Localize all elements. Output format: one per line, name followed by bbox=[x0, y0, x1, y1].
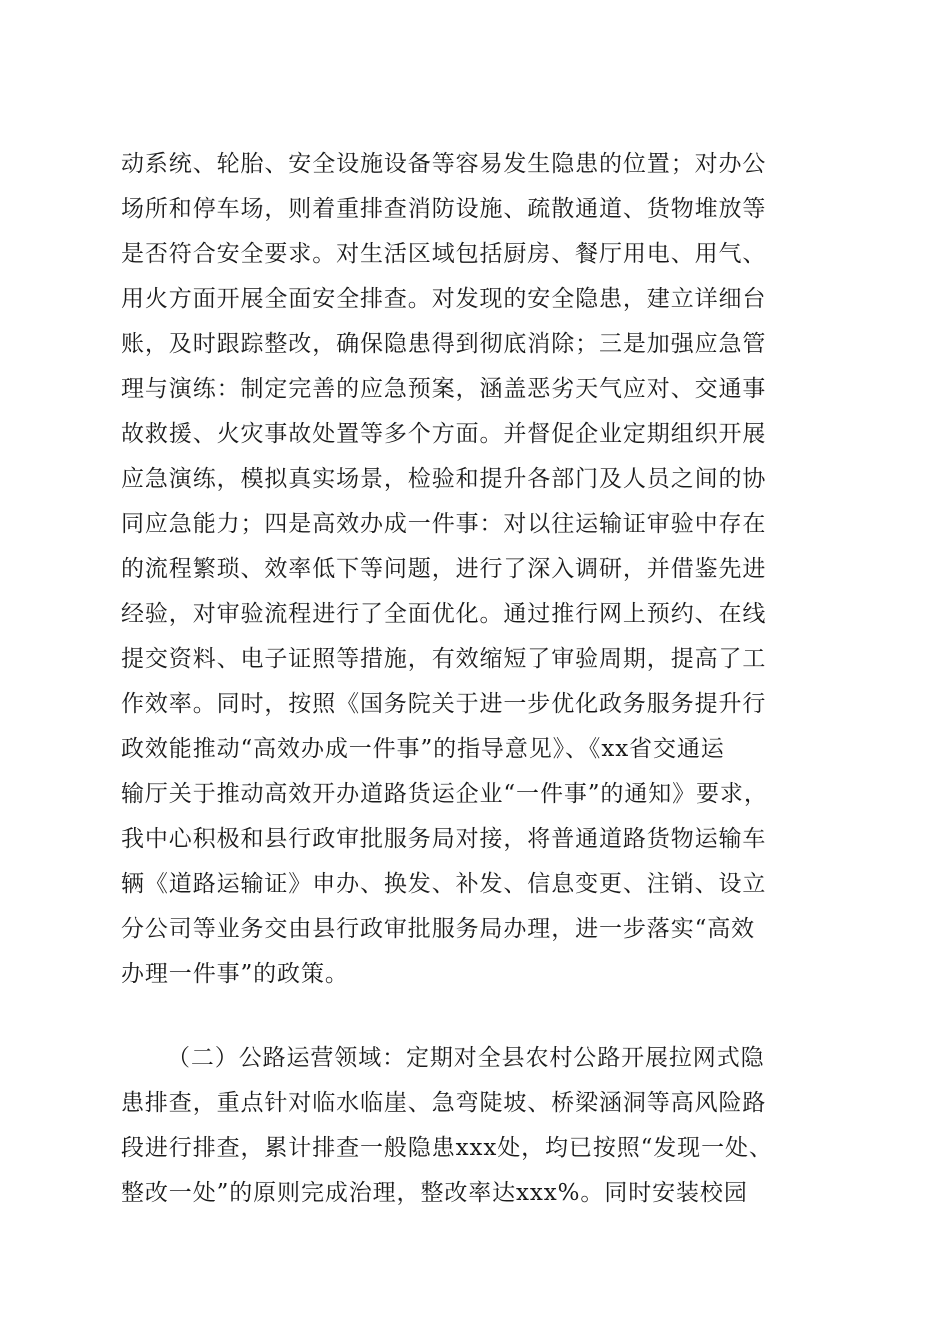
paragraph-line: 的流程繁琐、效率低下等问题，进行了深入调研，并借鉴先进 bbox=[121, 556, 767, 582]
paragraph-line: 场所和停车场，则着重排查消防设施、疏散通道、货物堆放等 bbox=[121, 196, 767, 222]
paragraph-line: 提交资料、电子证照等措施，有效缩短了审验周期，提高了工 bbox=[121, 646, 767, 672]
paragraph-line: 办理一件事”的政策。 bbox=[121, 961, 349, 987]
paragraph-line: 辆《道路运输证》申办、换发、补发、信息变更、注销、设立 bbox=[121, 871, 767, 897]
paragraph-line: 段进行排查，累计排查一般隐患xxx处，均已按照“发现一处、 bbox=[121, 1135, 773, 1161]
paragraph-line: 账，及时跟踪整改，确保隐患得到彻底消除；三是加强应急管 bbox=[121, 331, 767, 357]
paragraph-line: 患排查，重点针对临水临崖、急弯陡坡、桥梁涵洞等高风险路 bbox=[121, 1090, 767, 1116]
paragraph-line: 应急演练，模拟真实场景，检验和提升各部门及人员之间的协 bbox=[121, 466, 767, 492]
paragraph-line: 用火方面开展全面安全排查。对发现的安全隐患，建立详细台 bbox=[121, 286, 767, 312]
paragraph-line: 是否符合安全要求。对生活区域包括厨房、餐厅用电、用气、 bbox=[121, 241, 767, 267]
paragraph-line: 理与演练：制定完善的应急预案，涵盖恶劣天气应对、交通事 bbox=[121, 376, 767, 402]
paragraph-line: 政效能推动“高效办成一件事”的指导意见》、《xx省交通运 bbox=[121, 736, 725, 762]
paragraph-line: 作效率。同时，按照《国务院关于进一步优化政务服务提升行 bbox=[121, 691, 767, 717]
paragraph-road-operation bbox=[121, 1036, 841, 1216]
paragraph-line: 故救援、火灾事故处置等多个方面。并督促企业定期组织开展 bbox=[121, 421, 767, 447]
paragraph-line: 分公司等业务交由县行政审批服务局办理，进一步落实“高效 bbox=[121, 916, 756, 942]
paragraph-line: 经验，对审验流程进行了全面优化。通过推行网上预约、在线 bbox=[121, 601, 767, 627]
paragraph-safety-management bbox=[121, 142, 841, 997]
paragraph-line: 我中心积极和县行政审批服务局对接，将普通道路货物运输车 bbox=[121, 826, 767, 852]
paragraph-line: 同应急能力；四是高效办成一件事：对以往运输证审验中存在 bbox=[121, 511, 767, 537]
paragraph-line: 整改一处”的原则完成治理，整改率达xxx%。同时安装校园 bbox=[121, 1180, 748, 1206]
paragraph-line-first: （二）公路运营领域：定期对全县农村公路开展拉网式隐 bbox=[167, 1045, 765, 1071]
paragraph-line: 输厅关于推动高效开办道路货运企业“一件事”的通知》要求， bbox=[121, 781, 768, 807]
paragraph-line: 动系统、轮胎、安全设施设备等容易发生隐患的位置；对办公 bbox=[121, 151, 767, 177]
